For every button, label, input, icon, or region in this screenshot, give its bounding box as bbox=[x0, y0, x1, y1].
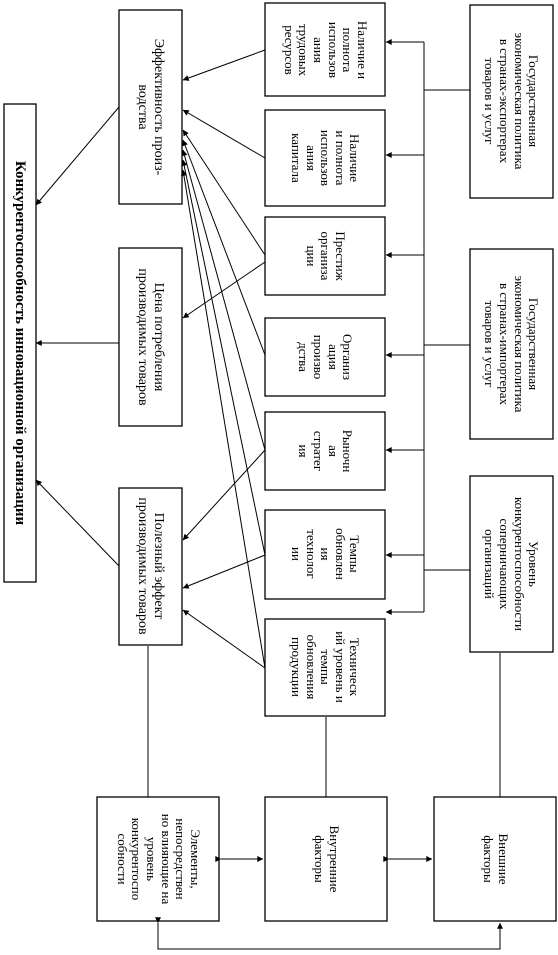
arrow-labor-efficiency bbox=[183, 50, 265, 80]
competitors-label: Уровень конкурентоспособности соперничающих организаций bbox=[482, 497, 542, 631]
import-label: Государственная экономическая политика в странах-импортерах товаров и услуг bbox=[482, 275, 542, 413]
arrow-efficiency-title bbox=[36, 107, 119, 205]
product-label: Техническ ий уровень и темпы обновления продукции bbox=[289, 631, 363, 703]
arrow-product-effect bbox=[183, 610, 265, 668]
market-label: Рыночн ая стратег ия bbox=[296, 429, 356, 473]
export-label: Государственная экономическая политика в странах-экспортерах товаров и услуг bbox=[482, 32, 542, 170]
internal-factors-label: Внутренние факторы bbox=[312, 825, 342, 893]
efficiency-label: Эффективность произ- водства bbox=[135, 38, 166, 176]
arrow-tech-effect bbox=[183, 555, 265, 588]
elements-label: Элементы, непосредствен но влияющие на уровень конкурентоспо собности bbox=[114, 813, 203, 905]
effect-label: Полезный эффект производимых товаров bbox=[135, 497, 166, 635]
prestige-label: Престиж организа ции bbox=[303, 231, 348, 281]
arrow-tech-efficiency bbox=[183, 160, 265, 555]
arrow-product-efficiency bbox=[183, 170, 265, 668]
price-label: Цена потребления производимых товаров bbox=[135, 268, 166, 406]
diagram-title: Конкурентоспособность инновационной организации bbox=[12, 160, 29, 526]
arrow-prestige-price bbox=[183, 262, 265, 318]
arrow-market-efficiency bbox=[183, 150, 265, 450]
arrow-elements-external bbox=[158, 923, 500, 949]
tech-label: Темпы обновлен ия технолог ии bbox=[289, 528, 363, 580]
arrow-capital-efficiency bbox=[183, 110, 265, 158]
capital-label: Наличие и полнота использов ания капитала bbox=[289, 129, 363, 187]
labor-label: Наличие и полнота использов ания трудовых ресурсов bbox=[281, 20, 370, 80]
arrow-effect-title bbox=[36, 480, 119, 566]
organization-label: Организ ация произво дства bbox=[296, 333, 356, 381]
external-factors-label: Внешние факторы bbox=[481, 833, 511, 885]
arrow-prestige-efficiency bbox=[183, 130, 265, 255]
